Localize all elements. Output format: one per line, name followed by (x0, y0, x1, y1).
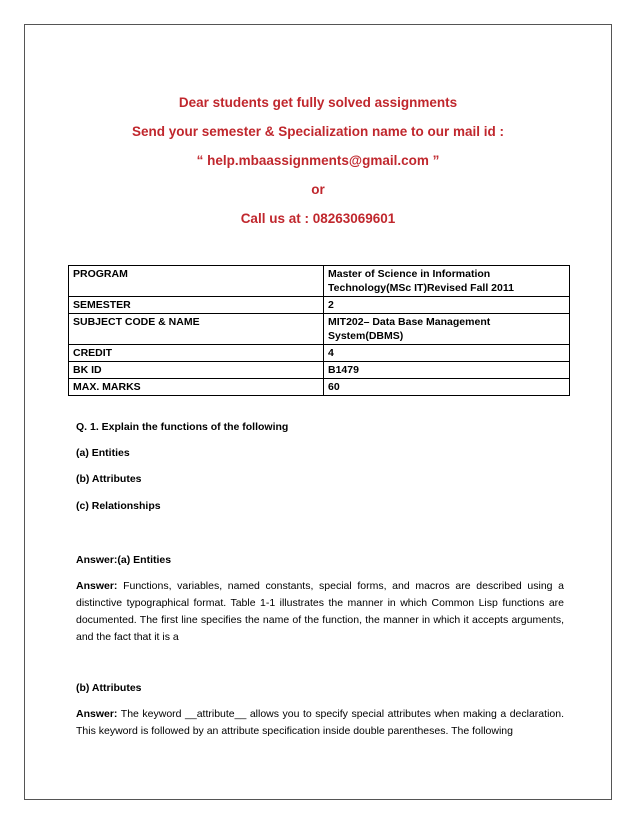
answer-b-heading: (b) Attributes (76, 682, 142, 694)
header-line-1: Dear students get fully solved assignments (178, 95, 458, 110)
program-value: Master of Science in Information Technology(MSc IT)Revised Fall 2011 (324, 266, 570, 297)
answer-a-text: Functions, variables, named constants, special forms, and macros are described using a distinctive typographical format. Table 1-1 illustrates the manner in which Common Lisp functions are documented. The first line specifies the name of the function, the manner in which it accepts arguments, and the fact that it is a (76, 580, 564, 643)
answer-a-heading: Answer:(a) Entities (76, 554, 172, 566)
table-row (69, 379, 570, 396)
question-item-a: (a) Entities (76, 447, 130, 459)
header-or: or (311, 182, 325, 197)
program-info-table (68, 265, 570, 396)
answer-b-text: The keyword __attribute__ allows you to specify special attributes when making a declaration. This keyword is followed by an attribute specification inside double parentheses. The following (76, 708, 564, 737)
table-row (69, 266, 570, 297)
subject-label: SUBJECT CODE & NAME (69, 314, 324, 345)
table-row (69, 362, 570, 379)
semester-label: SEMESTER (69, 297, 324, 314)
credit-label: CREDIT (69, 345, 324, 362)
question-title: Q. 1. Explain the functions of the following (76, 421, 289, 433)
answer-b-paragraph (76, 706, 564, 740)
subject-value: MIT202– Data Base Management System(DBMS) (324, 314, 570, 345)
contact-header (24, 88, 612, 233)
answer-a-paragraph (76, 578, 564, 646)
question-item-c: (c) Relationships (76, 500, 161, 512)
table-row (69, 314, 570, 345)
header-line-2: Send your semester & Specialization name to our mail id : (131, 124, 505, 139)
bk-id-label: BK ID (69, 362, 324, 379)
semester-value: 2 (324, 297, 570, 314)
bk-id-value: B1479 (324, 362, 570, 379)
credit-value: 4 (324, 345, 570, 362)
answer-a-label: Answer: (76, 580, 118, 592)
answer-b-label: Answer: (76, 708, 118, 720)
max-marks-label: MAX. MARKS (69, 379, 324, 396)
table-row (69, 345, 570, 362)
table-row (69, 297, 570, 314)
header-email: “ help.mbaassignments@gmail.com ” (196, 153, 440, 168)
header-phone: Call us at : 08263069601 (240, 211, 396, 226)
question-item-b: (b) Attributes (76, 473, 142, 485)
max-marks-value: 60 (324, 379, 570, 396)
program-label: PROGRAM (69, 266, 324, 297)
